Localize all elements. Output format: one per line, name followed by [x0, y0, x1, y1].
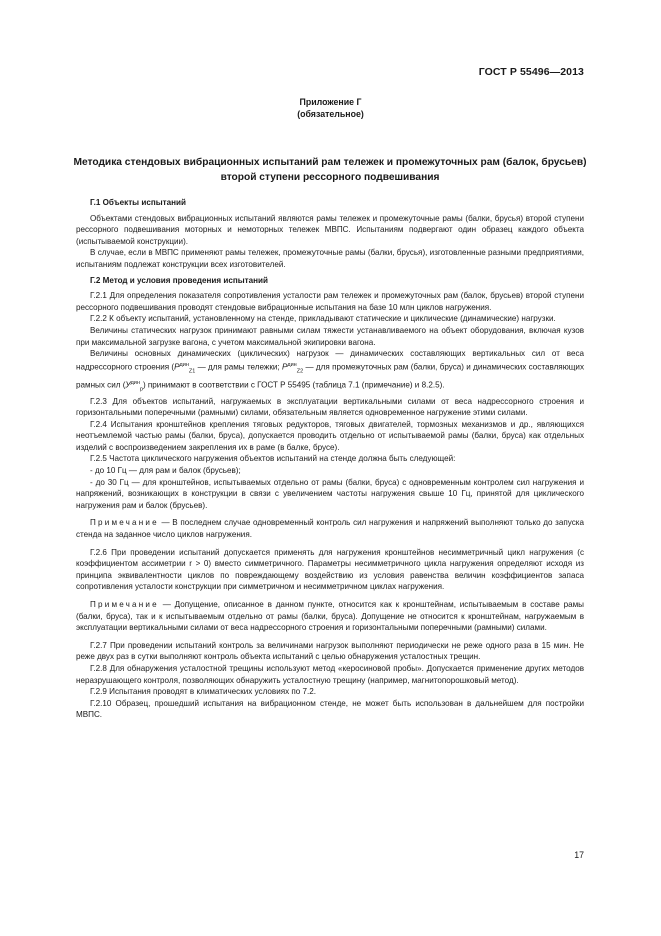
- document-body: [76, 197, 584, 721]
- note: [76, 517, 584, 540]
- symbol-p: P: [281, 362, 288, 372]
- annex-status: (обязательное): [297, 109, 364, 119]
- paragraph: Г.2.4 Испытания кронштейнов крепления тяговых редукторов, тяговых двигателей, тормозных механизмов и др., являющихся неотъемлемой частью рамы (балки, бруса), допускается проводить отдельно от испытываемой рамы (балки, бруса) как отдельных изделий с воспроизведением закрепления их в раме (в балке, брусе).: [76, 419, 584, 452]
- paragraph: Г.2.6 При проведении испытаний допускается применять для нагружения кронштейнов несимметричный цикл нагружения (с коэффициентом ассиметрии r > 0) вместо симметричного. Параметры несимметричного цикла нагружения определяют исходя из принципа эквивалентности циклов по повреждающему воздействию из условия равенства величин коэффициентов запаса сопротивления усталости конструкции при симметричном и несимметричном циклах нагружения.: [76, 547, 584, 592]
- paragraph: Г.2.9 Испытания проводят в климатических условиях по 7.2.: [90, 687, 317, 697]
- symbol-p: P: [174, 362, 180, 372]
- text-run: ) принимают в соответствии с ГОСТ Р 55495 (таблица 7.1 (примечание) и 8.2.5).: [142, 380, 445, 390]
- subscript: Z1: [188, 368, 196, 375]
- list-item: - до 30 Гц — для кронштейнов, испытываемых отдельно от рамы (балки, бруса) с одновременным контролем сил нагружения и напряжений, возникающих в конструкции в связи с увеличением частоты нагружения свыше 10 Гц, принятой для циклического нагружения рам и балок (брусьев).: [76, 477, 584, 510]
- section-heading: Г.1 Объекты испытаний: [90, 198, 186, 207]
- document-id: ГОСТ Р 55496—2013: [478, 66, 584, 78]
- note-text: — Допущение, описанное в данном пункте, относится как к кронштейнам, испытываемым в составе рамы (балки, бруса), так и к испытываемым отдельно от рамы (балки, бруса). Допущение не относится к кронштейнам, нагружаемым в эксплуатации вертикальными силами от веса надрессорного строения и горизонтальными поперечными (рамными) силами.: [76, 600, 584, 633]
- paragraph: Г.2.1 Для определения показателя сопротивления усталости рам тележек и промежуточных рам (балок, брусьев) второй ступени рессорного подвешивания проводят стендовые вибрационные испытания на базе 10 млн циклов нагружения.: [76, 291, 584, 312]
- annex-title: Приложение Г: [299, 97, 362, 107]
- paragraph: Объектами стендовых вибрационных испытаний являются рамы тележек и промежуточные рамы (балки, брусья) второй ступени рессорного подвешивания моторных и немоторных тележек МВПС. Испытаниям подвергают один образец каждого объекта (испытываемой конструкции).: [76, 213, 584, 246]
- text-run: Величины основных динамических (циклических) нагрузок — динамических составляющих вертикальных сил от веса надрессорного строения (: [76, 349, 584, 372]
- note-text: — В последнем случае одновременный контроль сил нагружения и напряжений выполняют только до запуска стенда на заданное число циклов нагружения.: [76, 518, 584, 540]
- paragraph: Г.2.2 К объекту испытаний, установленному на стенде, прикладывают статические и циклические (динамические) нагрузки.: [90, 314, 556, 324]
- paragraph: В случае, если в МВПС применяют рамы тележек, промежуточные рамы (балки, брусья), изготовленные разными предприятиями, испытаниям подлежат конструкции всех изготовителей.: [76, 248, 584, 269]
- document-title: Методика стендовых вибрационных испытаний рам тележек и промежуточных рам (балок, брусьев) второй ступени рессорного подвешивания: [73, 157, 587, 183]
- superscript: дин: [130, 379, 140, 386]
- subscript: Z2: [296, 368, 304, 375]
- superscript: дин: [179, 361, 189, 368]
- section-heading: Г.2 Метод и условия проведения испытаний: [90, 275, 268, 285]
- paragraph: Величины статических нагрузок принимают равными силам тяжести устанавливаемого на объект оборудования, включая кузов при максимальной загрузке вагона, с учетом максимальной экипировки вагона.: [76, 325, 584, 347]
- note-label: Примечание: [90, 518, 159, 528]
- paragraph: Г.2.5 Частота циклического нагружения объектов испытаний на стенде должна быть следующей:: [90, 454, 456, 464]
- note: [76, 599, 584, 634]
- text-run: — для промежуточных рам (балки, бруса) и динамических составляющих рамных сил (: [76, 362, 584, 390]
- paragraph: Г.2.10 Образец, прошедший испытания на вибрационном стенде, не может быть использован в дальнейшем для постройки МВПС.: [76, 698, 584, 720]
- text-run: — для рамы тележки;: [195, 362, 282, 372]
- paragraph: Г.2.7 При проведении испытаний контроль за величинами нагрузок выполняют периодически не реже одного раза в 15 мин. Не реже двух раз в сутки выполняют контроль объекта испытаний с целью обнаружения усталостных трещин.: [76, 640, 584, 662]
- list-item: - до 10 Гц — для рам и балок (брусьев);: [90, 466, 241, 476]
- subscript: р: [139, 385, 143, 392]
- symbol-y: У: [125, 380, 131, 390]
- paragraph: Г.2.3 Для объектов испытаний, нагружаемых в эксплуатации вертикальными силами от веса надрессорного строения и горизонтальными поперечными (рамными) силами, обязательным является одновременное нагружение этими силами.: [76, 396, 584, 418]
- paragraph: Г.2.8 Для обнаружения усталостной трещины используют метод «керосиновой пробы». Допускается применение других методов неразрушающего контроля, позволяющих обнаружить усталостную трещину (например, магнитопорошковый метод).: [76, 663, 584, 685]
- superscript: дин: [287, 361, 297, 368]
- page-number: 17: [574, 850, 584, 860]
- note-label: Примечание: [90, 600, 159, 609]
- paragraph-dynamic-loads: [76, 348, 584, 395]
